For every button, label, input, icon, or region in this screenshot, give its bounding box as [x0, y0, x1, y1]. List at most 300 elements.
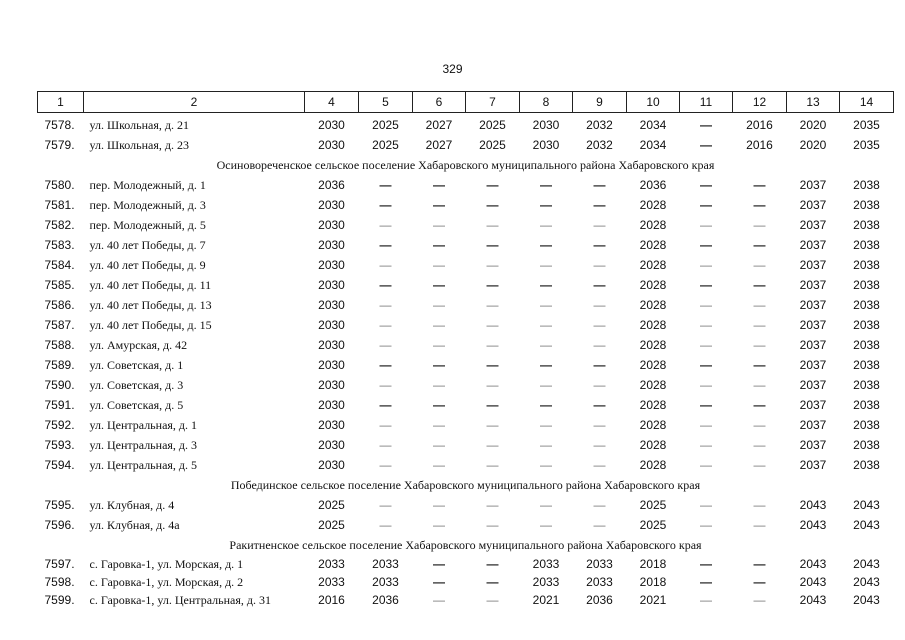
year-cell: — [379, 258, 392, 272]
year-cell: 2043 [853, 518, 880, 532]
year-cell: 2036 [586, 593, 613, 607]
year-cell: — [700, 398, 712, 412]
year-cell: 2028 [639, 378, 667, 392]
year-cell: — [486, 398, 499, 412]
year-cell: — [433, 593, 445, 607]
year-cell: 2033 [586, 575, 613, 589]
year-cell: 2030 [318, 238, 345, 252]
year-cell: 2030 [318, 198, 345, 212]
year-cell: — [486, 178, 499, 192]
year-cell: — [753, 178, 766, 192]
row-number: 7587. [44, 318, 75, 332]
section-title: Побединское сельское поселение Хабаровского муниципального района Хабаровского края [230, 478, 701, 492]
year-cell: — [379, 518, 392, 532]
table-row [38, 113, 894, 136]
year-cell: 2028 [639, 238, 667, 252]
year-cell: 2037 [799, 218, 827, 232]
year-cell: — [593, 438, 606, 452]
row-number: 7596. [44, 518, 75, 532]
year-cell: 2030 [318, 138, 345, 152]
year-cell: 2028 [639, 198, 667, 212]
year-cell: — [540, 378, 552, 392]
table-row [38, 335, 894, 355]
year-cell: — [753, 318, 766, 332]
year-cell: — [753, 198, 766, 212]
year-cell: — [486, 575, 499, 589]
year-cell: — [433, 458, 445, 472]
year-cell: — [433, 358, 445, 372]
year-cell: — [486, 238, 499, 252]
address-cell: ул. Центральная, д. 3 [89, 438, 198, 452]
year-cell: — [540, 338, 552, 352]
year-cell: — [540, 278, 552, 292]
year-cell: 2038 [853, 238, 880, 252]
year-cell: 2018 [639, 575, 667, 589]
year-cell: — [753, 593, 766, 607]
year-cell: 2035 [853, 118, 880, 132]
row-number: 7599. [44, 593, 75, 607]
year-cell: 2033 [532, 557, 560, 571]
year-cell: — [433, 298, 445, 312]
table-body [38, 113, 894, 610]
table-row [38, 591, 894, 609]
year-cell: — [700, 278, 712, 292]
address-cell: пер. Молодежный, д. 1 [89, 178, 206, 192]
address-cell: пер. Молодежный, д. 3 [89, 198, 206, 212]
table-row [38, 515, 894, 535]
year-cell: — [486, 278, 499, 292]
year-cell: — [593, 318, 606, 332]
year-cell: — [540, 418, 552, 432]
row-number: 7579. [44, 138, 75, 152]
year-cell: 2030 [318, 418, 345, 432]
table-row [38, 435, 894, 455]
year-cell: 2033 [372, 575, 399, 589]
address-cell: ул. Школьная, д. 23 [89, 138, 189, 152]
year-cell: 2037 [799, 398, 827, 412]
year-cell: — [593, 418, 606, 432]
year-cell: — [540, 398, 552, 412]
year-cell: 2025 [318, 518, 345, 532]
row-number: 7586. [44, 298, 75, 312]
address-cell: ул. Клубная, д. 4а [89, 518, 180, 532]
year-cell: — [540, 238, 552, 252]
year-cell: — [540, 498, 552, 512]
year-cell: — [486, 318, 499, 332]
table-row [38, 573, 894, 591]
year-cell: 2043 [853, 557, 880, 571]
year-cell: — [753, 557, 766, 571]
year-cell: — [379, 178, 392, 192]
year-cell: — [753, 438, 766, 452]
section-title: Осиновореченское сельское поселение Хабаровского муниципального района Хабаровского края [216, 158, 715, 172]
year-cell: — [486, 557, 499, 571]
year-cell: — [593, 238, 606, 252]
address-cell: ул. 40 лет Победы, д. 11 [89, 278, 212, 292]
year-cell: — [433, 198, 445, 212]
table-row [38, 235, 894, 255]
year-cell: — [433, 557, 445, 571]
year-cell: — [433, 438, 445, 452]
year-cell: — [379, 458, 392, 472]
address-cell: ул. Советская, д. 3 [89, 378, 184, 392]
year-cell: — [700, 378, 712, 392]
year-cell: — [379, 198, 392, 212]
year-cell: 2016 [746, 138, 773, 152]
year-cell: — [486, 338, 499, 352]
year-cell: — [753, 378, 766, 392]
table-row [38, 495, 894, 515]
table-row [38, 295, 894, 315]
year-cell: — [379, 358, 392, 372]
year-cell: 2038 [853, 358, 880, 372]
year-cell: — [593, 378, 606, 392]
year-cell: 2016 [746, 118, 773, 132]
year-cell: 2038 [853, 398, 880, 412]
year-cell: 2032 [586, 118, 613, 132]
year-cell: 2027 [425, 118, 453, 132]
year-cell: — [540, 318, 552, 332]
year-cell: — [379, 338, 392, 352]
column-header: 6 [413, 92, 466, 113]
year-cell: — [593, 518, 606, 532]
year-cell: — [486, 418, 499, 432]
address-cell: с. Гаровка-1, ул. Центральная, д. 31 [89, 593, 271, 607]
year-cell: 2043 [853, 498, 880, 512]
year-cell: — [540, 198, 552, 212]
year-cell: — [379, 238, 392, 252]
year-cell: 2030 [318, 458, 345, 472]
row-number: 7585. [44, 278, 75, 292]
year-cell: 2036 [372, 593, 399, 607]
table-row [38, 195, 894, 215]
year-cell: — [486, 593, 499, 607]
year-cell: 2043 [853, 593, 880, 607]
year-cell: 2030 [318, 218, 345, 232]
year-cell: — [753, 338, 766, 352]
year-cell: — [433, 218, 445, 232]
year-cell: — [700, 218, 712, 232]
year-cell: — [486, 198, 499, 212]
row-number: 7593. [44, 438, 75, 452]
year-cell: 2038 [853, 218, 880, 232]
year-cell: — [433, 278, 445, 292]
address-cell: ул. Школьная, д. 21 [89, 118, 189, 132]
address-cell: с. Гаровка-1, ул. Морская, д. 2 [89, 575, 244, 589]
year-cell: — [753, 358, 766, 372]
year-cell: — [700, 498, 712, 512]
address-cell: пер. Молодежный, д. 5 [89, 218, 206, 232]
year-cell: — [379, 318, 392, 332]
row-number: 7598. [44, 575, 75, 589]
register-table [37, 91, 894, 609]
year-cell: 2043 [799, 575, 827, 589]
year-cell: 2028 [639, 458, 667, 472]
year-cell: 2043 [799, 557, 827, 571]
year-cell: — [433, 418, 445, 432]
year-cell: — [700, 518, 712, 532]
year-cell: — [593, 218, 606, 232]
year-cell: 2028 [639, 338, 667, 352]
year-cell: — [379, 218, 392, 232]
year-cell: 2036 [639, 178, 667, 192]
address-cell: ул. Центральная, д. 1 [89, 418, 198, 432]
year-cell: 2037 [799, 298, 827, 312]
year-cell: 2028 [639, 218, 667, 232]
year-cell: — [593, 198, 606, 212]
column-header: 4 [305, 92, 359, 113]
year-cell: — [379, 278, 392, 292]
year-cell: 2025 [479, 118, 506, 132]
year-cell: — [593, 398, 606, 412]
column-header: 1 [38, 92, 84, 113]
year-cell: 2037 [799, 318, 827, 332]
year-cell: — [700, 458, 712, 472]
year-cell: 2037 [799, 198, 827, 212]
year-cell: 2020 [799, 118, 827, 132]
year-cell: 2025 [372, 118, 399, 132]
year-cell: — [433, 378, 445, 392]
year-cell: — [433, 575, 445, 589]
year-cell: — [700, 575, 712, 589]
year-cell: — [700, 358, 712, 372]
year-cell: — [700, 138, 712, 152]
row-number: 7578. [44, 118, 75, 132]
year-cell: 2025 [639, 498, 667, 512]
year-cell: — [379, 438, 392, 452]
year-cell: 2028 [639, 278, 667, 292]
year-cell: — [700, 178, 712, 192]
address-cell: ул. Советская, д. 1 [89, 358, 184, 372]
year-cell: — [753, 498, 766, 512]
column-header-row [38, 92, 894, 113]
year-cell: — [593, 458, 606, 472]
year-cell: 2030 [532, 138, 560, 152]
year-cell: 2028 [639, 298, 667, 312]
year-cell: — [486, 438, 499, 452]
year-cell: 2037 [799, 438, 827, 452]
year-cell: 2038 [853, 258, 880, 272]
year-cell: 2028 [639, 418, 667, 432]
year-cell: 2032 [586, 138, 613, 152]
year-cell: — [433, 178, 445, 192]
year-cell: 2030 [318, 398, 345, 412]
year-cell: — [753, 278, 766, 292]
section-header-row [38, 475, 894, 495]
year-cell: 2020 [799, 138, 827, 152]
address-cell: ул. 40 лет Победы, д. 9 [89, 258, 206, 272]
year-cell: — [486, 518, 499, 532]
year-cell: 2030 [318, 378, 345, 392]
year-cell: 2021 [639, 593, 667, 607]
year-cell: — [540, 438, 552, 452]
year-cell: 2035 [853, 138, 880, 152]
year-cell: 2037 [799, 418, 827, 432]
table-row [38, 415, 894, 435]
year-cell: 2028 [639, 318, 667, 332]
year-cell: — [379, 498, 392, 512]
year-cell: — [753, 518, 766, 532]
year-cell: 2030 [318, 318, 345, 332]
table-row [38, 315, 894, 335]
column-header: 12 [733, 92, 787, 113]
table-row [38, 135, 894, 155]
year-cell: — [593, 258, 606, 272]
row-number: 7589. [44, 358, 75, 372]
year-cell: — [379, 378, 392, 392]
year-cell: — [486, 298, 499, 312]
year-cell: — [593, 298, 606, 312]
year-cell: — [433, 318, 445, 332]
section-title: Ракитненское сельское поселение Хабаровского муниципального района Хабаровского края [229, 538, 702, 552]
year-cell: — [700, 118, 712, 132]
row-number: 7583. [44, 238, 75, 252]
year-cell: 2030 [318, 338, 345, 352]
row-number: 7594. [44, 458, 75, 472]
year-cell: 2034 [639, 118, 667, 132]
column-header: 5 [359, 92, 413, 113]
year-cell: — [379, 398, 392, 412]
year-cell: 2037 [799, 458, 827, 472]
year-cell: — [700, 318, 712, 332]
column-header: 14 [840, 92, 894, 113]
year-cell: 2038 [853, 278, 880, 292]
year-cell: 2025 [318, 498, 345, 512]
year-cell: — [700, 557, 712, 571]
year-cell: 2016 [318, 593, 345, 607]
year-cell: — [753, 218, 766, 232]
table-row [38, 215, 894, 235]
year-cell: 2030 [318, 298, 345, 312]
year-cell: — [486, 218, 499, 232]
row-number: 7595. [44, 498, 75, 512]
year-cell: — [433, 258, 445, 272]
year-cell: — [379, 418, 392, 432]
column-header: 8 [520, 92, 573, 113]
year-cell: 2038 [853, 418, 880, 432]
year-cell: — [486, 378, 499, 392]
table-row [38, 395, 894, 415]
year-cell: — [700, 258, 712, 272]
year-cell: 2038 [853, 298, 880, 312]
year-cell: 2033 [372, 557, 399, 571]
year-cell: 2025 [372, 138, 399, 152]
year-cell: 2037 [799, 358, 827, 372]
table-row [38, 175, 894, 195]
address-cell: с. Гаровка-1, ул. Морская, д. 1 [89, 557, 244, 571]
year-cell: 2028 [639, 438, 667, 452]
year-cell: 2038 [853, 458, 880, 472]
section-header-row [38, 155, 894, 175]
year-cell: 2028 [639, 258, 667, 272]
year-cell: 2043 [799, 593, 827, 607]
year-cell: — [700, 298, 712, 312]
year-cell: 2038 [853, 438, 880, 452]
year-cell: — [700, 593, 712, 607]
table-row [38, 455, 894, 475]
year-cell: 2028 [639, 358, 667, 372]
row-number: 7580. [44, 178, 75, 192]
year-cell: — [700, 438, 712, 452]
year-cell: 2033 [532, 575, 560, 589]
year-cell: — [753, 298, 766, 312]
year-cell: 2036 [318, 178, 345, 192]
section-header-row [38, 535, 894, 555]
year-cell: — [486, 458, 499, 472]
year-cell: 2037 [799, 178, 827, 192]
year-cell: 2027 [425, 138, 453, 152]
year-cell: 2034 [639, 138, 667, 152]
year-cell: 2037 [799, 278, 827, 292]
year-cell: — [433, 498, 445, 512]
year-cell: — [700, 238, 712, 252]
row-number: 7592. [44, 418, 75, 432]
year-cell: 2030 [318, 358, 345, 372]
year-cell: 2038 [853, 338, 880, 352]
year-cell: 2030 [532, 118, 560, 132]
year-cell: — [753, 458, 766, 472]
year-cell: — [379, 298, 392, 312]
year-cell: 2025 [479, 138, 506, 152]
year-cell: — [540, 178, 552, 192]
year-cell: 2033 [586, 557, 613, 571]
year-cell: 2037 [799, 238, 827, 252]
year-cell: 2038 [853, 378, 880, 392]
year-cell: 2033 [318, 557, 345, 571]
year-cell: — [700, 198, 712, 212]
table-row [38, 355, 894, 375]
column-header: 10 [627, 92, 680, 113]
year-cell: 2021 [532, 593, 560, 607]
year-cell: — [540, 258, 552, 272]
year-cell: — [753, 575, 766, 589]
year-cell: — [593, 498, 606, 512]
year-cell: 2043 [799, 518, 827, 532]
year-cell: — [540, 298, 552, 312]
column-header: 11 [680, 92, 733, 113]
column-header: 13 [787, 92, 840, 113]
page-number: 329 [442, 62, 463, 76]
year-cell: — [593, 278, 606, 292]
year-cell: — [593, 338, 606, 352]
column-header: 9 [573, 92, 627, 113]
year-cell: — [593, 178, 606, 192]
address-cell: ул. Центральная, д. 5 [89, 458, 198, 472]
year-cell: 2030 [318, 118, 345, 132]
year-cell: 2028 [639, 398, 667, 412]
row-number: 7590. [44, 378, 75, 392]
row-number: 7591. [44, 398, 75, 412]
table-row [38, 255, 894, 275]
year-cell: — [540, 358, 552, 372]
table-row [38, 275, 894, 295]
year-cell: — [700, 338, 712, 352]
year-cell: — [433, 518, 445, 532]
year-cell: — [753, 418, 766, 432]
row-number: 7584. [44, 258, 75, 272]
year-cell: — [540, 458, 552, 472]
year-cell: — [593, 358, 606, 372]
year-cell: 2038 [853, 178, 880, 192]
row-number: 7581. [44, 198, 75, 212]
year-cell: — [486, 358, 499, 372]
column-header: 2 [84, 92, 305, 113]
year-cell: — [433, 338, 445, 352]
column-header: 7 [466, 92, 520, 113]
row-number: 7588. [44, 338, 75, 352]
year-cell: 2043 [799, 498, 827, 512]
table-row [38, 375, 894, 395]
